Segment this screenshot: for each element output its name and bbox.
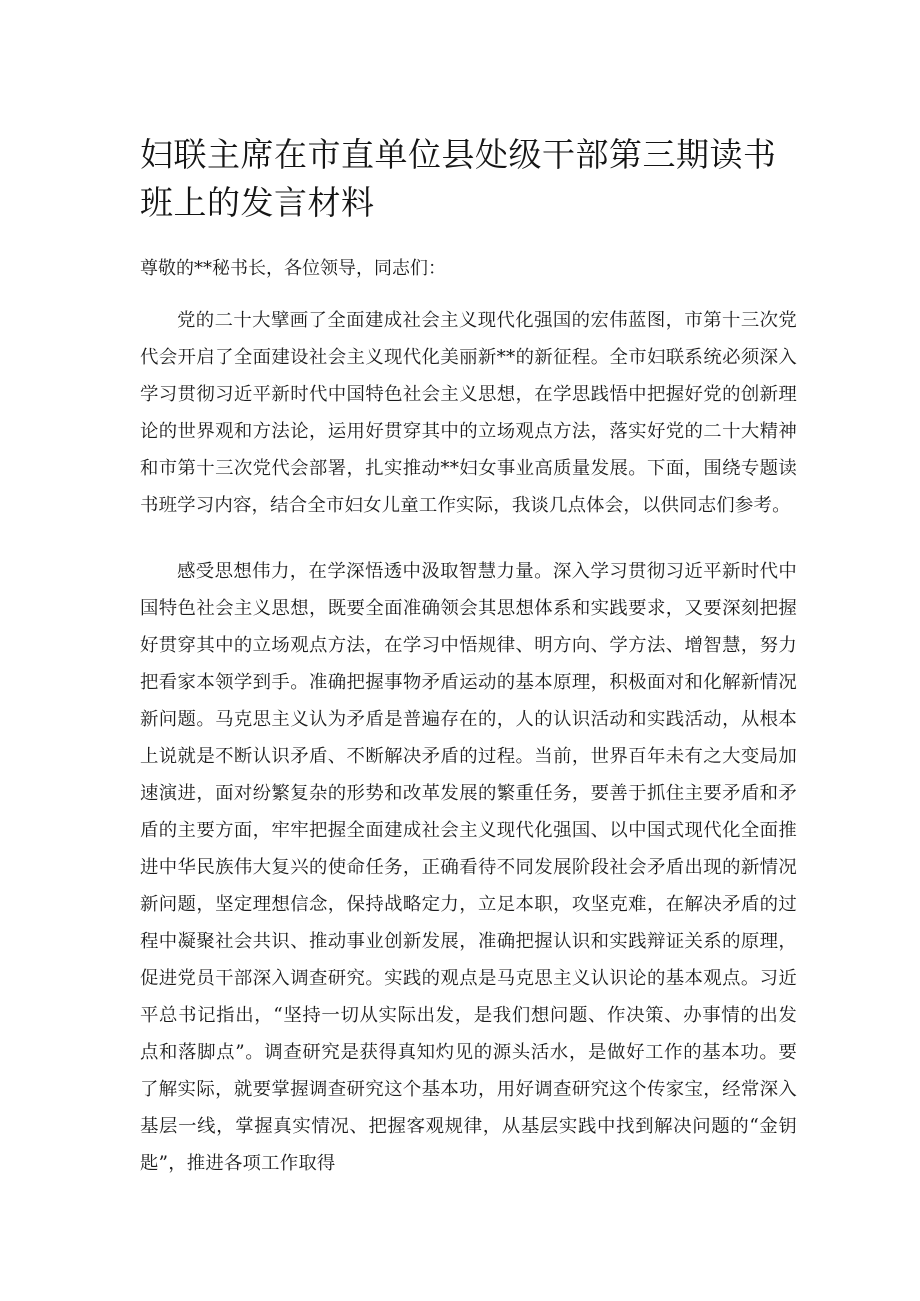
body-paragraph-2: 感受思想伟力，在学深悟透中汲取智慧力量。深入学习贯彻习近平新时代中国特色社会主义思想，既要全面准确领会其思想体系和实践要求，又要深刻把握好贯穿其中的立场观点方法，在学习中悟规律、明方向、学方法、增智慧，努力把看家本领学到手。准确把握事物矛盾运动的基本原理，积极面对和化解新情况新问题。马克思主义认为矛盾是普遍存在的，人的认识活动和实践活动，从根本上说就是不断认识矛盾、不断解决矛盾的过程。当前，世界百年未有之大变局加速演进，面对纷繁复杂的形势和改革发展的繁重任务，要善于抓住主要矛盾和矛盾的主要方面，牢牢把握全面建成社会主义现代化强国、以中国式现代化全面推进中华民族伟大复兴的使命任务，正确看待不同发展阶段社会矛盾出现的新情况新问题，坚定理想信念，保持战略定力，立足本职，攻坚克难，在解决矛盾的过程中凝聚社会共识、推动事业创新发展，准确把握认识和实践辩证关系的原理，促进党员干部深入调查研究。实践的观点是马克思主义认识论的基本观点。习近平总书记指出，“坚持一切从实际出发，是我们想问题、作决策、办事情的出发点和落脚点”。调查研究是获得真知灼见的源头活水，是做好工作的基本功。要了解实际，就要掌握调查研究这个基本功，用好调查研究这个传家宝，经常深入基层一线，掌握真实情况、把握客观规律，从基层实践中找到解决问题的“金钥匙”，推进各项工作取得	[140, 561, 797, 1174]
salutation: 尊敬的**秘书长，各位领导，同志们：	[140, 258, 446, 279]
document-title: 妇联主席在市直单位县处级干部第三期读书班上的发言材料	[140, 135, 777, 222]
body-paragraph-1: 党的二十大擘画了全面建成社会主义现代化强国的宏伟蓝图，市第十三次党代会开启了全面建设社会主义现代化美丽新**的新征程。全市妇联系统必须深入学习贯彻习近平新时代中国特色社会主义思想，在学思践悟中把握好党的创新理论的世界观和方法论，运用好贯穿其中的立场观点方法，落实好党的二十大精神和市第十三次党代会部署，扎实推动**妇女事业高质量发展。下面，围绕专题读书班学习内容，结合全市妇女儿童工作实际，我谈几点体会，以供同志们参考。	[140, 310, 797, 516]
